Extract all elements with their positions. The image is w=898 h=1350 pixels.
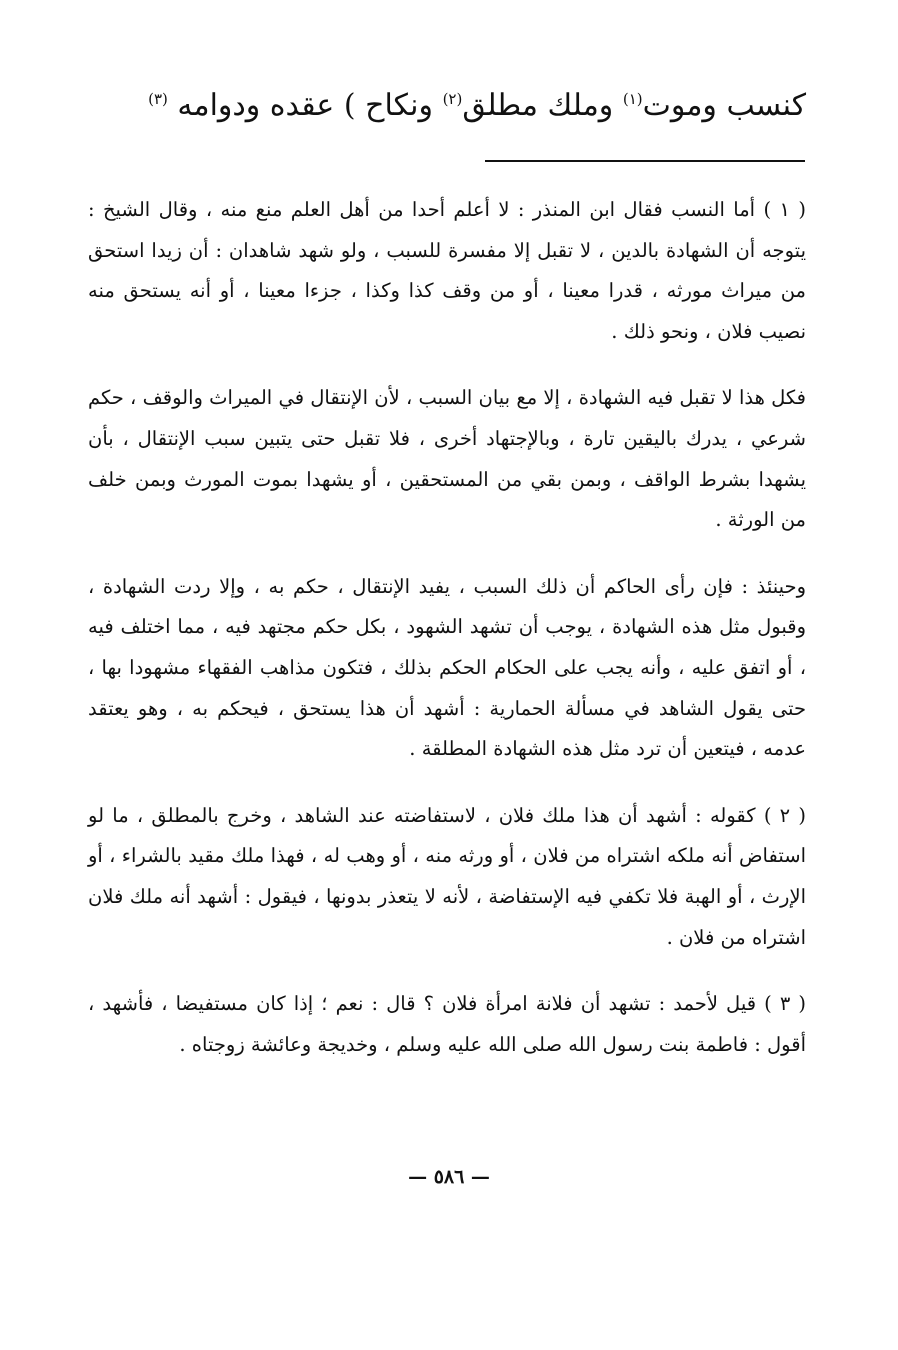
- footnotes-section: [88, 190, 806, 1065]
- footnote-1: ( ١ ) أما النسب فقال ابن المنذر : لا أعلم أحدا من أهل العلم منع منه ، وقال الشيخ : يتوجه أن الشهادة بالدين ، لا تقبل إلا مفسرة للسبب ، ولو شهد شاهدان : أن زيدا استحق من ميراث مورثه ، قدرا معينا ، أو من وقف كذا وكذا ، جزءا معينا ، أو أنه يستحق منه نصيب فلان ، ونحو ذلك .: [88, 198, 806, 343]
- footnote-marker-3: (٣): [148, 90, 168, 108]
- footnote-1-continuation-b: وحينئذ : فإن رأى الحاكم أن ذلك السبب ، يفيد الإنتقال ، حكم به ، وإلا ردت الشهادة ، وقبول مثل هذه الشهادة ، يوجب أن تشهد الشهود ، بكل حكم مجتهد فيه ، مما اختلف فيه ، أو اتفق عليه ، وأنه يجب على الحكام الحكم بذلك ، فتكون مذاهب الفقهاء مشهودا بها ، حتى يقول الشاهد في مسألة الحمارية : أشهد أن هذا يستحق ، فيحكم به ، وهو يعتقد عدمه ، فيتعين أن ترد مثل هذه الشهادة المطلقة .: [88, 574, 806, 761]
- heading-part-2: وملك مطلق: [462, 88, 623, 123]
- footnote-1-continuation-a: فكل هذا لا تقبل فيه الشهادة ، إلا مع بيان السبب ، لأن الإنتقال في الميراث والوقف ، حكم شرعي ، يدرك باليقين تارة ، وبالإجتهاد أخرى ، فلا تقبل حتى يتبين سبب الإنتقال ، بأن يشهدا بشرط الواقف ، وبمن بقي من المستحقين ، أو يشهدا بموت المورث وبمن خلف من الورثة .: [88, 386, 806, 532]
- footnote-2: ( ٢ ) كقوله : أشهد أن هذا ملك فلان ، لاستفاضته عند الشاهد ، وخرج بالمطلق ، ما لو استفاض أنه ملكه اشتراه من فلان ، أو ورثه منه ، أو وهب له ، فهذا ملك مقيد بالشراء ، أو الإرث ، أو الهبة فلا تكفي فيه الإستفاضة ، لأنه لا يتعذر بدونها ، فيقول : أشهد أنه ملك فلان اشتراه من فلان .: [88, 803, 806, 949]
- main-text-line: [86, 78, 806, 134]
- heading-part-1: كنسب وموت: [642, 88, 806, 123]
- footnote-3: ( ٣ ) قيل لأحمد : تشهد أن فلانة امرأة فلان ؟ قال : نعم ؛ إذا كان مستفيضا ، فأشهد ، أقول : فاطمة بنت رسول الله صلى الله عليه وسلم ، وخديجة وعائشة زوجتاه .: [88, 992, 806, 1056]
- footnote-marker-1: (١): [622, 90, 643, 108]
- heading-part-3: ونكاح ) عقده ودوامه: [167, 88, 443, 123]
- footnote-separator: [485, 160, 805, 162]
- footnote-marker-2: (٢): [442, 90, 463, 108]
- page-number: — ٥٨٦ —: [408, 1166, 490, 1188]
